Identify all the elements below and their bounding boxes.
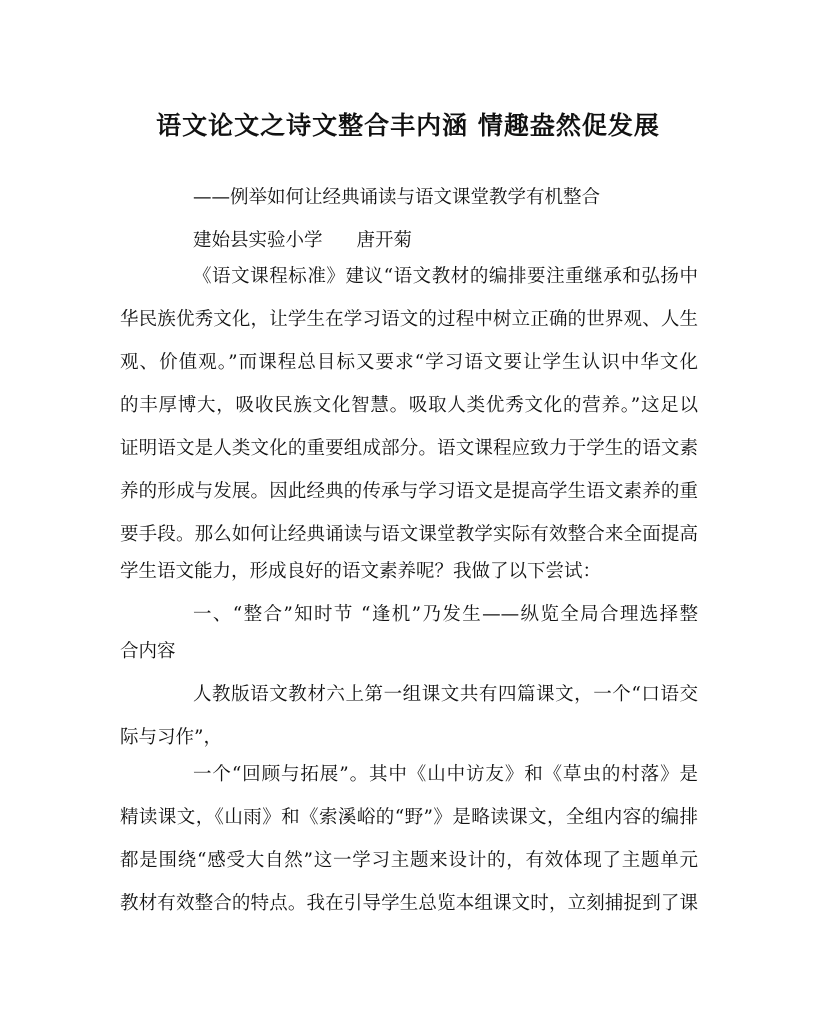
document-title: 语文论文之诗文整合丰内涵 情趣盎然促发展 <box>156 111 660 140</box>
paragraph-line: 人教版语文教材六上第一组课文共有四篇课文，一个“口语交 <box>193 684 698 705</box>
author-school: 建始县实验小学 <box>193 230 323 251</box>
paragraph-line: 《语文课程标准》建议“语文教材的编排要注重继承和弘扬中 <box>193 266 698 287</box>
document-subtitle: ——例举如何让经典诵读与语文课堂教学有机整合 <box>193 187 601 208</box>
paragraph-line: 证明语文是人类文化的重要组成部分。语文课程应致力于学生的语文素 <box>120 438 698 459</box>
paragraph-line: 要手段。那么如何让经典诵读与语文课堂教学实际有效整合来全面提高 <box>120 524 698 545</box>
paragraph-line: 华民族优秀文化，让学生在学习语文的过程中树立正确的世界观、人生 <box>120 309 698 330</box>
paragraph-line: 的丰厚博大，吸收民族文化智慧。吸取人类优秀文化的营养。”这足以 <box>120 395 698 416</box>
paragraph-line: 学生语文能力，形成良好的语文素养呢？我做了以下尝试： <box>120 561 602 582</box>
paragraph-line: 都是围绕“感受大自然”这一学习主题来设计的，有效体现了主题单元 <box>120 850 698 871</box>
paragraph-line: 精读课文，《山雨》和《索溪峪的“野”》是略读课文，全组内容的编排 <box>120 807 698 828</box>
paragraph-line: 养的形成与发展。因此经典的传承与学习语文是提高学生语文素养的重 <box>120 481 698 502</box>
paragraph-line: 际与习作”， <box>120 727 222 748</box>
paragraph-line: 一个“回顾与拓展”。其中《山中访友》和《草虫的村落》是 <box>193 764 698 785</box>
author-name: 唐开菊 <box>356 230 413 251</box>
author-line <box>193 232 412 251</box>
paragraph-line: 观、价值观。”而课程总目标又要求“学习语文要让学生认识中华文化 <box>120 352 698 373</box>
paragraph-line: 教材有效整合的特点。我在引导学生总览本组课文时，立刻捕捉到了课 <box>120 893 698 914</box>
section-heading-line: 一、“整合”知时节 “逢机”乃发生——纵览全局合理选择整 <box>193 604 698 625</box>
section-heading-line: 合内容 <box>120 641 176 662</box>
